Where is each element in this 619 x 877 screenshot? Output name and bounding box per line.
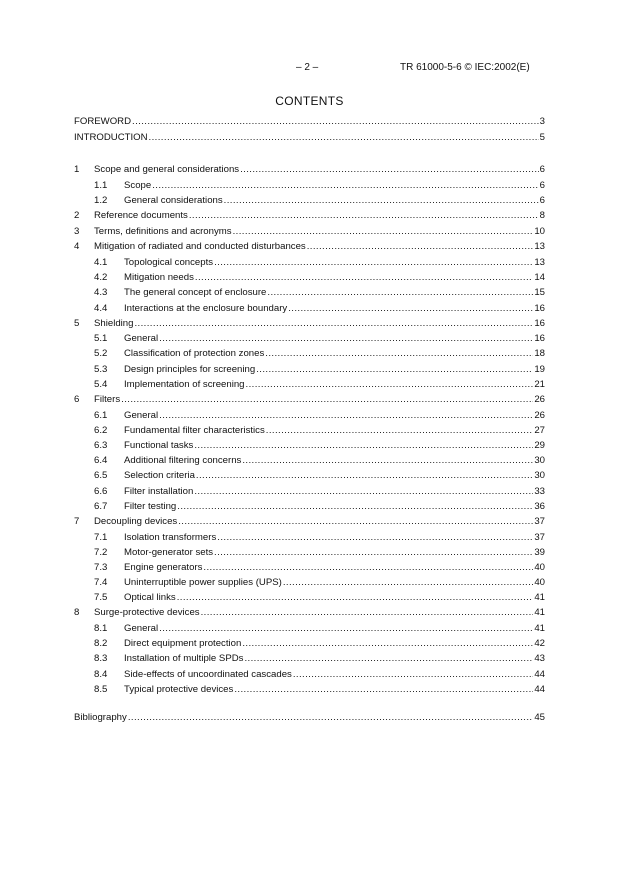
toc-entry-page: 29 — [534, 440, 545, 451]
toc-entry-page: 14 — [534, 272, 545, 284]
toc-entry-label: Classification of protection zones — [124, 348, 265, 360]
toc-entry-label: General — [124, 623, 159, 635]
toc-entry-label: Fundamental filter characteristics — [124, 424, 265, 436]
dot-leader — [132, 114, 539, 130]
toc-entry-page: 21 — [534, 378, 545, 390]
toc-subsection-4-1[interactable] — [74, 255, 545, 270]
toc-entry-label: Scope and general considerations — [94, 164, 240, 176]
toc-section-1[interactable] — [74, 162, 545, 178]
toc-entry-number: 6.1 — [94, 409, 108, 421]
toc-entry-page: 10 — [534, 225, 545, 237]
toc-entry-number: 7.1 — [94, 531, 108, 543]
toc-entry-label: Filters — [94, 394, 121, 406]
toc-entry-label: Direct equipment protection — [124, 638, 242, 650]
toc-section-2[interactable] — [74, 208, 545, 224]
dot-leader — [203, 560, 533, 575]
toc-entry-number: 7.5 — [94, 592, 108, 604]
dot-leader — [194, 484, 533, 499]
toc-entry-label: Bibliography — [74, 712, 127, 723]
toc-subsection-6-7[interactable] — [74, 499, 545, 514]
toc-subsection-7-4[interactable] — [74, 575, 545, 590]
toc-entry-number: 4.4 — [94, 302, 108, 314]
dot-leader — [240, 162, 539, 178]
table-of-contents — [74, 114, 545, 726]
dot-leader — [177, 590, 534, 605]
toc-entry-page: 13 — [534, 241, 545, 253]
toc-entry-label: Motor-generator sets — [124, 546, 214, 558]
toc-entry-number: 4.1 — [94, 256, 108, 268]
toc-entry-page: 6 — [539, 164, 545, 176]
toc-subsection-7-1[interactable] — [74, 530, 545, 545]
dot-leader — [152, 178, 538, 193]
dot-leader — [244, 651, 533, 666]
toc-subsection-4-2[interactable] — [74, 270, 545, 285]
toc-entry-page: 30 — [534, 455, 545, 467]
dot-leader — [217, 530, 533, 545]
toc-subsection-4-4[interactable] — [74, 301, 545, 316]
toc-entry-page: 16 — [534, 333, 545, 345]
dot-leader — [159, 408, 533, 423]
toc-entry-number: 5.1 — [94, 333, 108, 345]
dot-leader — [256, 362, 533, 377]
toc-entry-number: 8.2 — [94, 638, 108, 650]
toc-entry-label: Interactions at the enclosure boundary — [124, 302, 288, 314]
toc-section-4[interactable] — [74, 239, 545, 255]
toc-section-8[interactable] — [74, 605, 545, 621]
toc-subsection-1-2[interactable] — [74, 193, 545, 208]
toc-entry-label: Optical links — [124, 592, 176, 604]
toc-entry-page: 39 — [534, 546, 545, 558]
toc-entry-page: 37 — [534, 531, 545, 543]
dot-leader — [267, 285, 533, 300]
toc-entry-introduction[interactable] — [74, 130, 545, 146]
toc-entry-number: 5.4 — [94, 378, 108, 390]
toc-entry-page: 16 — [534, 317, 545, 329]
toc-subsection-6-4[interactable] — [74, 453, 545, 468]
toc-entry-page: 41 — [534, 623, 545, 635]
toc-subsection-8-3[interactable] — [74, 651, 545, 666]
toc-entry-page: 36 — [534, 500, 545, 512]
toc-entry-label: Mitigation of radiated and conducted disturbances — [94, 241, 306, 253]
dot-leader — [266, 423, 534, 438]
dot-leader — [159, 331, 533, 346]
dot-leader — [283, 575, 533, 590]
toc-entry-number: 7.2 — [94, 546, 108, 558]
toc-entry-label: Filter installation — [124, 485, 194, 497]
toc-entry-number: 7.4 — [94, 577, 108, 589]
toc-entry-number: 2 — [74, 210, 80, 222]
contents-title: CONTENTS — [275, 94, 344, 108]
toc-subsection-6-3[interactable] — [74, 438, 545, 453]
toc-entry-number: 5.2 — [94, 348, 108, 360]
toc-entry-number: 3 — [74, 225, 80, 237]
dot-leader — [189, 208, 539, 224]
toc-entry-label: Additional filtering concerns — [124, 455, 242, 467]
dot-leader — [246, 377, 534, 392]
toc-entry-page: 44 — [534, 668, 545, 680]
toc-entry-page: 42 — [534, 638, 545, 650]
toc-section-3[interactable] — [74, 224, 545, 240]
toc-entry-page: 30 — [534, 470, 545, 482]
toc-entry-number: 1 — [74, 164, 80, 176]
toc-subsection-6-5[interactable] — [74, 468, 545, 483]
dot-leader — [149, 130, 539, 146]
toc-entry-page: 44 — [534, 683, 545, 695]
dot-leader — [307, 239, 534, 255]
toc-entry-page: 41 — [534, 592, 545, 604]
toc-entry-label: FOREWORD — [74, 116, 132, 127]
toc-entry-page: 27 — [534, 424, 545, 436]
dot-leader — [214, 255, 533, 270]
dot-leader — [177, 499, 533, 514]
toc-entry-number: 8.4 — [94, 668, 108, 680]
toc-entry-number: 5.3 — [94, 363, 108, 375]
toc-subsection-6-6[interactable] — [74, 484, 545, 499]
toc-entry-number: 1.2 — [94, 194, 108, 206]
toc-entry-number: 1.1 — [94, 179, 108, 191]
toc-subsection-5-3[interactable] — [74, 362, 545, 377]
toc-entry-label: Shielding — [94, 317, 134, 329]
toc-entry-label: Design principles for screening — [124, 363, 256, 375]
dot-leader — [196, 468, 533, 483]
dot-leader — [233, 224, 534, 240]
toc-subsection-6-1[interactable] — [74, 408, 545, 423]
toc-subsection-1-1[interactable] — [74, 178, 545, 193]
toc-entry-label: Topological concepts — [124, 256, 214, 268]
toc-subsection-5-1[interactable] — [74, 331, 545, 346]
toc-entry-label: Typical protective devices — [124, 683, 234, 695]
toc-entry-foreword[interactable] — [74, 114, 545, 130]
toc-entry-label: Isolation transformers — [124, 531, 217, 543]
toc-entry-label: Engine generators — [124, 561, 203, 573]
toc-entry-label: INTRODUCTION — [74, 131, 148, 143]
toc-entry-page: 26 — [534, 394, 545, 406]
toc-entry-label: Installation of multiple SPDs — [124, 653, 244, 665]
dot-leader — [265, 346, 533, 361]
dot-leader — [293, 667, 534, 682]
toc-entry-label: Side-effects of uncoordinated cascades — [124, 668, 292, 680]
toc-subsection-8-2[interactable] — [74, 636, 545, 651]
dot-leader — [134, 316, 533, 332]
toc-entry-number: 8.5 — [94, 683, 108, 695]
toc-entry-number: 8 — [74, 607, 80, 619]
dot-leader — [242, 636, 533, 651]
toc-section-5[interactable] — [74, 316, 545, 332]
toc-subsection-5-2[interactable] — [74, 346, 545, 361]
toc-entry-number: 6 — [74, 394, 80, 406]
toc-entry-page: 33 — [534, 485, 545, 497]
toc-entry-number: 7 — [74, 515, 80, 527]
toc-entry-page: 40 — [534, 561, 545, 573]
toc-entry-number: 6.5 — [94, 470, 108, 482]
toc-entry-number: 6.7 — [94, 500, 108, 512]
toc-entry-page: 37 — [534, 515, 545, 527]
toc-entry-number: 4.3 — [94, 287, 108, 299]
toc-entry-page: 43 — [534, 653, 545, 665]
toc-entry-page: 6 — [539, 179, 545, 191]
toc-entry-number: 6.2 — [94, 424, 108, 436]
toc-entry-label: Scope — [124, 179, 152, 191]
toc-entry-number: 8.3 — [94, 653, 108, 665]
toc-entry-number: 8.1 — [94, 623, 108, 635]
toc-entry-page: 5 — [539, 131, 545, 143]
toc-entry-page: 6 — [539, 194, 545, 206]
toc-entry-number: 7.3 — [94, 561, 108, 573]
toc-entry-number: 4.2 — [94, 272, 108, 284]
toc-entry-page: 19 — [534, 363, 545, 375]
toc-entry-label: Selection criteria — [124, 470, 195, 482]
document-reference: TR 61000-5-6 © IEC:2002(E) — [400, 62, 530, 73]
toc-entry-label: General considerations — [124, 194, 223, 206]
dot-leader — [159, 621, 533, 636]
dot-leader — [195, 270, 533, 285]
toc-entry-page: 18 — [534, 348, 545, 360]
toc-entry-number: 5 — [74, 317, 80, 329]
dot-leader — [288, 301, 533, 316]
toc-subsection-7-3[interactable] — [74, 560, 545, 575]
toc-subsection-8-1[interactable] — [74, 621, 545, 636]
dot-leader — [201, 605, 534, 621]
dot-leader — [178, 514, 533, 530]
toc-entry-label: Implementation of screening — [124, 378, 245, 390]
toc-subsection-5-4[interactable] — [74, 377, 545, 392]
toc-entry-page: 45 — [534, 712, 545, 723]
page-number: – 2 – — [296, 62, 319, 73]
toc-section-7[interactable] — [74, 514, 545, 530]
dot-leader — [121, 392, 533, 408]
toc-entry-label: Filter testing — [124, 500, 177, 512]
toc-entry-label: Decoupling devices — [94, 515, 178, 527]
toc-entry-label: The general concept of enclosure — [124, 287, 267, 299]
toc-entry-page: 15 — [534, 287, 545, 299]
toc-subsection-8-5[interactable] — [74, 682, 545, 697]
toc-entry-bibliography[interactable] — [74, 710, 545, 726]
toc-entry-label: Uninterruptible power supplies (UPS) — [124, 577, 282, 589]
toc-subsection-7-2[interactable] — [74, 545, 545, 560]
toc-entry-label: Terms, definitions and acronyms — [94, 225, 232, 237]
toc-entry-page: 16 — [534, 302, 545, 314]
toc-entry-page: 3 — [539, 116, 545, 127]
toc-entry-label: Mitigation needs — [124, 272, 194, 284]
dot-leader — [214, 545, 533, 560]
toc-entry-page: 40 — [534, 577, 545, 589]
toc-entry-label: General — [124, 409, 159, 421]
toc-entry-page: 8 — [539, 210, 545, 222]
toc-entry-number: 6.3 — [94, 440, 108, 451]
dot-leader — [242, 453, 533, 468]
toc-entry-page: 13 — [534, 256, 545, 268]
toc-entry-label: General — [124, 333, 159, 345]
toc-subsection-7-5[interactable] — [74, 590, 545, 605]
toc-entry-label: Reference documents — [94, 210, 188, 222]
toc-section-6[interactable] — [74, 392, 545, 408]
toc-entry-page: 41 — [534, 607, 545, 619]
toc-entry-label: Surge-protective devices — [94, 607, 200, 619]
toc-entry-page: 26 — [534, 409, 545, 421]
toc-subsection-4-3[interactable] — [74, 285, 545, 300]
dot-leader — [194, 438, 533, 453]
dot-leader — [224, 193, 539, 208]
toc-entry-number: 4 — [74, 241, 80, 253]
toc-subsection-6-2[interactable] — [74, 423, 545, 438]
dot-leader — [234, 682, 533, 697]
toc-entry-label: Functional tasks — [124, 440, 194, 451]
dot-leader — [128, 710, 534, 726]
toc-subsection-8-4[interactable] — [74, 667, 545, 682]
toc-entry-number: 6.4 — [94, 455, 108, 467]
toc-entry-number: 6.6 — [94, 485, 108, 497]
